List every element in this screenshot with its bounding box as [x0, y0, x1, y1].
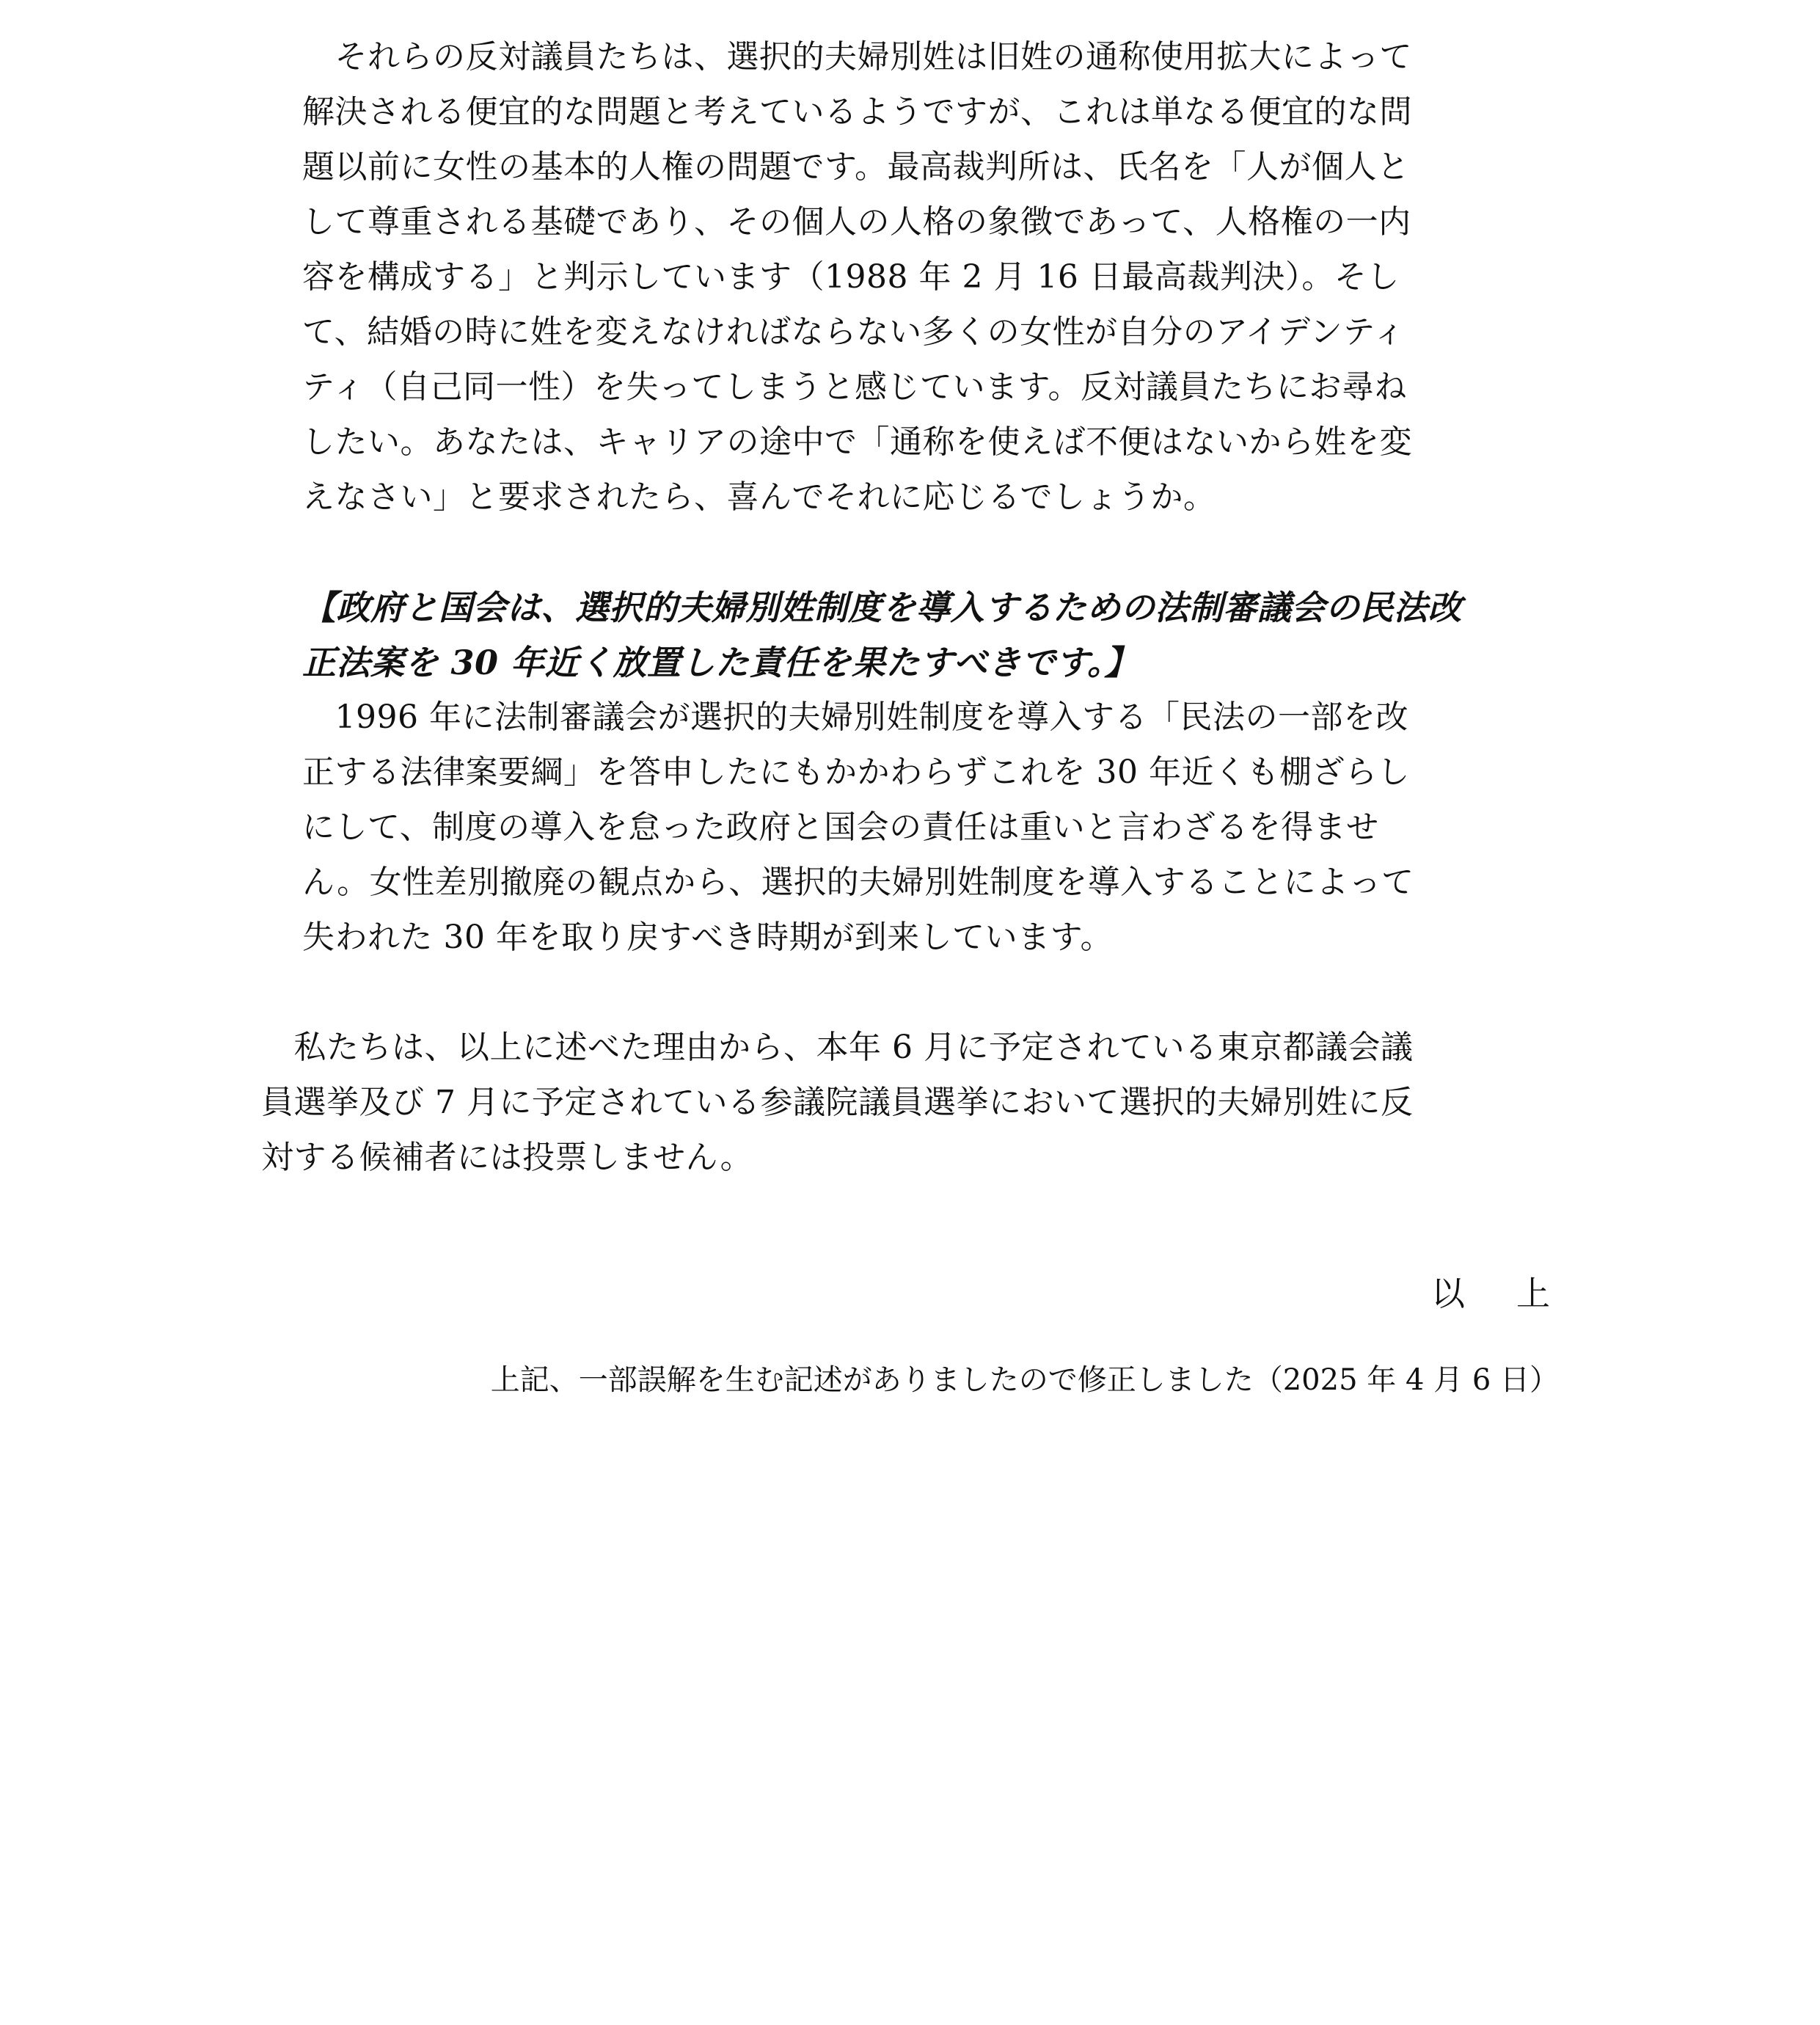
heading-line: 正法案を 30 年近く放置した責任を果たすべきです。】 — [302, 643, 1139, 682]
text-line: したい。あなたは、キャリアの途中で「通称を使えば不便はないから姓を変 — [302, 423, 1412, 461]
closing-mark: 以 上 — [1431, 1274, 1559, 1313]
heading-line: 【政府と国会は、選択的夫婦別姓制度を導入するための法制審議会の民法改 — [302, 588, 1462, 627]
text-line: 正する法律案要綱」を答申したにもかかわらずこれを 30 年近くも棚ざらし — [302, 754, 1410, 791]
text-line: ティ（自己同一性）を失ってしまうと感じています。反対議員たちにお尋ね — [302, 368, 1407, 406]
revision-note: 上記、一部誤解を生む記述がありましたので修正しました（2025 年 4 月 6 日） — [490, 1363, 1559, 1397]
text-line: 解決される便宜的な問題と考えているようですが、これは単なる便宜的な問 — [302, 93, 1412, 131]
text-line: 対する候補者には投票しません。 — [261, 1139, 753, 1176]
text-line: 容を構成する」と判示しています（1988 年 2 月 16 日最高裁判決）。そし — [302, 258, 1400, 296]
text-line: して尊重される基礎であり、その個人の人格の象徴であって、人格権の一内 — [302, 203, 1411, 241]
text-line: 員選挙及び 7 月に予定されている参議院議員選挙において選択的夫婦別姓に反 — [261, 1084, 1414, 1121]
text-line: 失われた 30 年を取り戻すべき時期が到来しています。 — [302, 919, 1114, 956]
text-line: それらの反対議員たちは、選択的夫婦別姓は旧姓の通称使用拡大によって — [302, 38, 1412, 76]
text-line: 1996 年に法制審議会が選択的夫婦別姓制度を導入する「民法の一部を改 — [302, 698, 1408, 736]
text-line: ん。女性差別撤廃の観点から、選択的夫婦別姓制度を導入することによって — [302, 864, 1414, 901]
text-line: にして、制度の導入を怠った政府と国会の責任は重いと言わざるを得ませ — [302, 809, 1379, 846]
text-line: 題以前に女性の基本的人権の問題です。最高裁判所は、氏名を「人が個人と — [302, 148, 1410, 186]
text-line: えなさい」と要求されたら、喜んでそれに応じるでしょうか。 — [302, 478, 1216, 516]
text-line: て、結婚の時に姓を変えなければならない多くの女性が自分のアイデンティ — [302, 313, 1406, 351]
text-line: 私たちは、以上に述べた理由から、本年 6 月に予定されている東京都議会議 — [261, 1029, 1414, 1066]
